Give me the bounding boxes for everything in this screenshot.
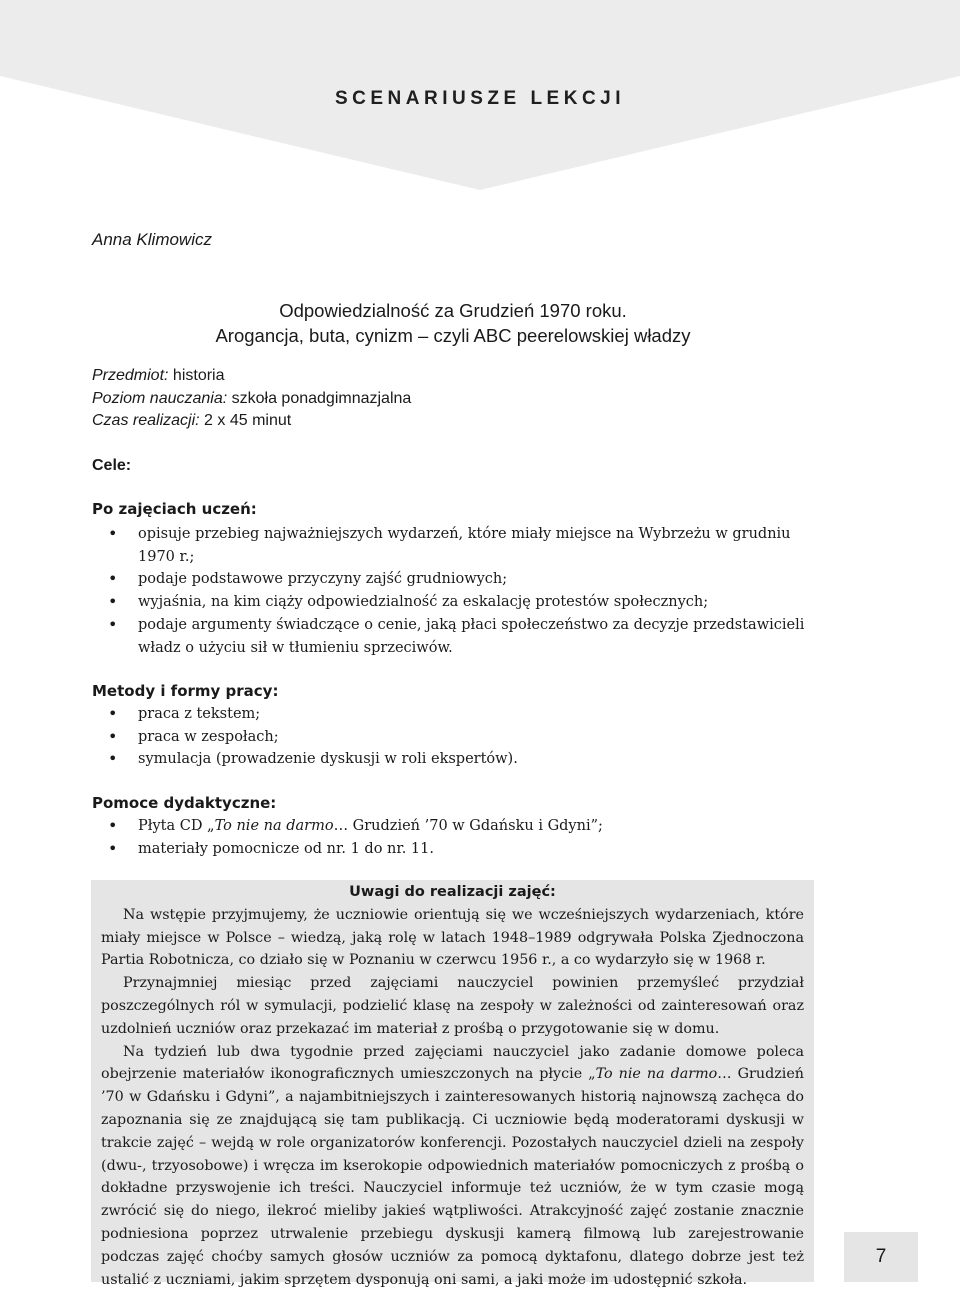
notes-box bbox=[91, 880, 814, 1288]
title-line-1: Odpowiedzialność za Grudzień 1970 roku. bbox=[279, 300, 627, 321]
meta-subject bbox=[92, 365, 411, 388]
meta-label: Poziom nauczania: bbox=[92, 389, 228, 407]
lesson-meta bbox=[92, 365, 411, 433]
list-item: • opisuje przebieg najważniejszych wydarzeń, które miały miejsce na Wybrzeżu w grudniu 1970 r.; bbox=[92, 523, 822, 568]
meta-value: szkoła ponadgimnazjalna bbox=[227, 389, 412, 407]
list-item bbox=[92, 815, 822, 838]
page-number: 7 bbox=[875, 1246, 887, 1267]
list-item: • wyjaśnia, na kim ciąży odpowiedzialność za eskalację protestów społecznych; bbox=[92, 591, 822, 614]
notes-paragraph: Na wstępie przyjmujemy, że uczniowie orientują się we wcześniejszych wydarzeniach, które miały miejsce w Polsce – wiedzą, jaką rolę w latach 1948–1989 odgrywała Polska Zjednoczona Partia Robotnicza, co działo się w Poznaniu w czerwcu 1956 r., a co wydarzyło się w 1968 r. bbox=[101, 906, 804, 969]
meta-level bbox=[92, 388, 411, 411]
aids-heading: Pomoce dydaktyczne: bbox=[92, 794, 277, 812]
notes-heading: Uwagi do realizacji zajęć: bbox=[349, 884, 556, 900]
lesson-title bbox=[92, 298, 814, 348]
notes-text: Na tydzień lub dwa tygodnie przed zajęciami nauczyciel jako zadanie domowe poleca obejrzenie materiałów ikonograficznych umieszczonych na płycie „ bbox=[101, 1043, 804, 1083]
author-name: Anna Klimowicz bbox=[92, 230, 212, 249]
page-number-box bbox=[844, 1232, 918, 1282]
aids-list bbox=[92, 815, 822, 860]
meta-label: Przedmiot: bbox=[92, 367, 169, 384]
list-item: • praca w zespołach; bbox=[92, 726, 822, 749]
goals-heading: Cele: bbox=[92, 457, 132, 474]
goals-list bbox=[92, 523, 822, 659]
notes-paragraph bbox=[101, 1041, 804, 1291]
list-item: • podaje podstawowe przyczyny zajść grudniowych; bbox=[92, 568, 822, 591]
meta-value: historia bbox=[168, 367, 225, 384]
series-title: SCENARIUSZE LEKCJI bbox=[334, 88, 626, 109]
notes-content bbox=[101, 880, 804, 1291]
meta-label: Czas realizacji: bbox=[92, 412, 200, 429]
meta-duration bbox=[92, 410, 411, 433]
methods-heading: Metody i formy pracy: bbox=[92, 682, 279, 700]
meta-value: 2 x 45 minut bbox=[199, 412, 292, 429]
goals-intro: Po zajęciach uczeń: bbox=[92, 500, 257, 518]
list-item: • praca z tekstem; bbox=[92, 703, 822, 726]
title-line-2: Arogancja, buta, cynizm – czyli ABC peerelowskiej władzy bbox=[215, 325, 691, 346]
methods-list bbox=[92, 703, 822, 771]
notes-paragraph: Przynajmniej miesiąc przed zajęciami nauczyciel powinien przemyśleć przydział poszczególnych ról w symulacji, podzielić klasę na zespoły w zależności od zainteresowań oraz uzdolnień uczniów oraz przekazać im materiał z prośbą o przygotowanie się w domu. bbox=[101, 975, 804, 1037]
aids-item-title: To nie na darmo bbox=[214, 818, 334, 834]
notes-text: … Grudzień ’70 w Gdańsku i Gdyni”, a najambitniejszych i zainteresowanych historią najnowszą zachęca do zapoznania się ze znajdującą się tam publikacją. Ci uczniowie będą moderatorami dyskusji w trakcie zajęć – wejdą w role organizatorów konferencji. Pozostałych nauczyciel dzieli na zespoły (dwu-, trzyosobowe) i wręcza im kserokopie odpowiednich materiałów pomocniczych z prośbą o dokładne przyswojenie ich treści. Nauczyciel informuje też uczniów, że w tym czasie mogą zwrócić się do niego, ilekroć mieliby jakieś wątpliwości. Atrakcyjność zajęć zostanie znacznie podniesiona poprzez utrwalenie przebiegu dyskusji kamerą filmową lub zarejestrowanie podczas zajęć choćby samych głosów uczniów za pomocą dyktafonu, dlatego dobrze jest też ustalić z uczniami, jakim sprzętem dysponują oni sami, a jaki może im udostępnić szkoła. bbox=[101, 1066, 804, 1288]
aids-item-prefix: Płyta CD „ bbox=[138, 818, 215, 834]
aids-item-suffix: … Grudzień ’70 w Gdańsku i Gdyni”; bbox=[333, 818, 603, 834]
notes-cd-title: To nie na darmo bbox=[595, 1066, 718, 1083]
list-item: • symulacja (prowadzenie dyskusji w roli ekspertów). bbox=[92, 748, 822, 771]
list-item: • podaje argumenty świadczące o cenie, jaką płaci społeczeństwo za decyzje przedstawicieli władz o użyciu sił w tłumieniu sprzeciwów. bbox=[92, 614, 822, 659]
list-item: • materiały pomocnicze od nr. 1 do nr. 11. bbox=[92, 838, 822, 861]
